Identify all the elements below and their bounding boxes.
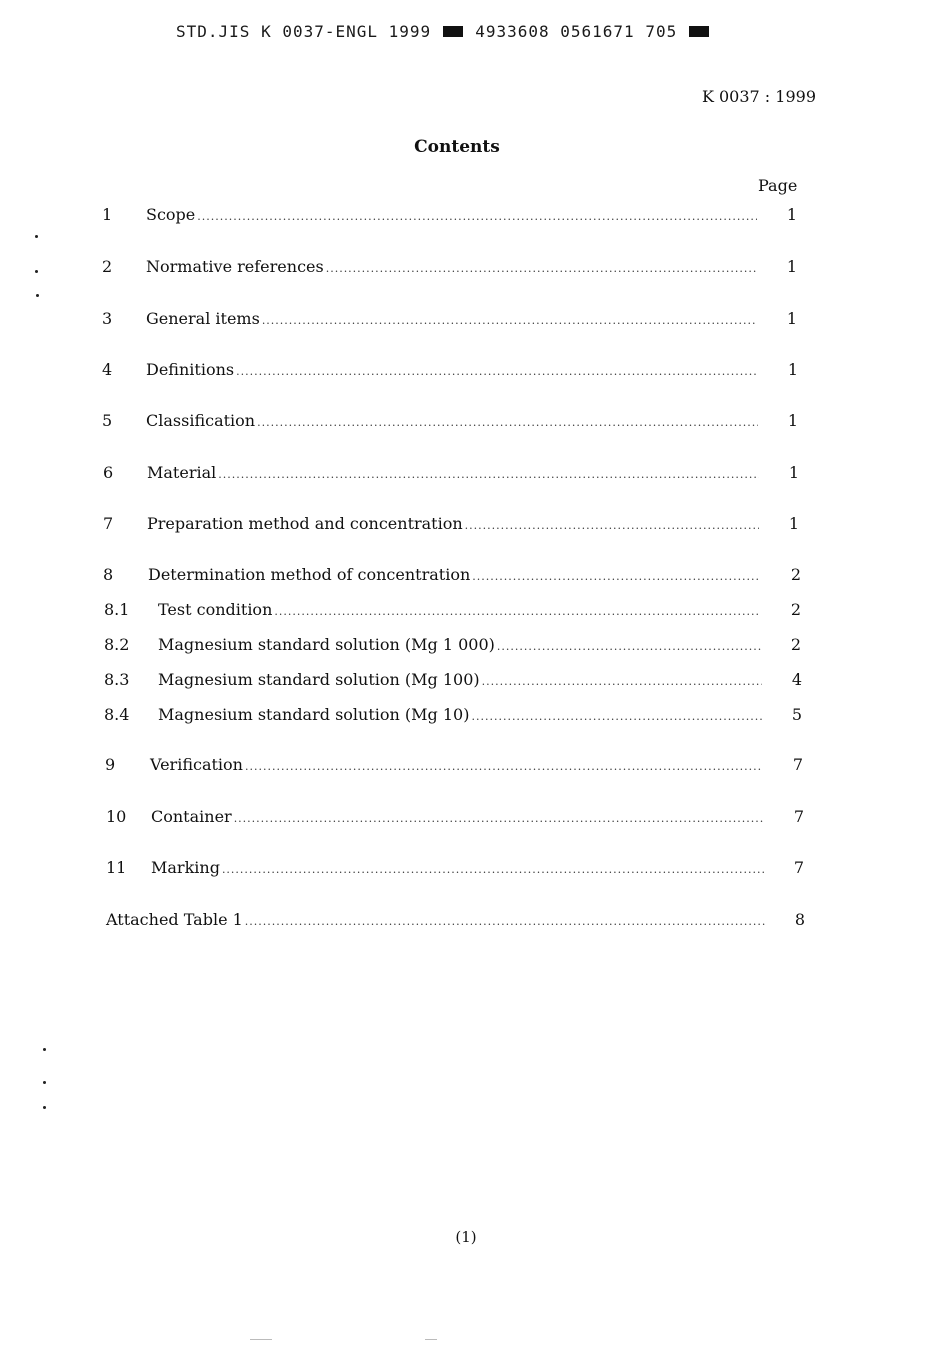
toc-entry-number: 7 [103, 514, 114, 533]
scan-speck [43, 1106, 46, 1109]
toc-entry[interactable] [102, 204, 797, 226]
toc-entry[interactable] [103, 462, 799, 484]
toc-entry-number: 8.1 [104, 600, 130, 619]
document-number: K 0037 : 1999 [701, 87, 816, 106]
toc-entry-page: 8 [794, 910, 805, 929]
toc-entry[interactable] [105, 754, 803, 776]
scan-speck [35, 270, 38, 273]
toc-entry-number: 4 [102, 360, 113, 379]
dot-leader [236, 361, 758, 383]
stamp-right-text: 4933608 0561671 705 [475, 22, 678, 41]
toc-entry-number: 11 [106, 858, 127, 877]
dot-leader [245, 756, 763, 778]
toc-entry-page: 7 [792, 755, 803, 774]
toc-entry-label: Test condition [158, 600, 273, 619]
toc-entry-page: 7 [793, 807, 804, 826]
toc-entry-number: 8.4 [104, 705, 130, 724]
dot-leader [482, 671, 762, 693]
toc-entry-label: Material [147, 463, 217, 482]
toc-entry-page: 5 [791, 705, 802, 724]
toc-entry-page: 1 [788, 514, 799, 533]
toc-entry-page: 1 [786, 257, 797, 276]
toc-entry-page: 1 [786, 205, 797, 224]
dot-leader [234, 808, 764, 830]
dot-leader [326, 258, 757, 280]
toc-entry[interactable] [102, 256, 797, 278]
toc-entry-label: Normative references [146, 257, 324, 276]
dot-leader [262, 310, 757, 332]
toc-entry-label: Magnesium standard solution (Mg 100) [158, 670, 480, 689]
toc-entry-page: 7 [793, 858, 804, 877]
toc-entry-label: General items [146, 309, 260, 328]
toc-entry-label: Definitions [146, 360, 235, 379]
toc-entry[interactable] [106, 909, 805, 931]
toc-entry-number: 9 [105, 755, 116, 774]
dot-leader [197, 206, 757, 228]
toc-entry-page: 4 [791, 670, 802, 689]
dot-leader [274, 601, 761, 623]
toc-entry[interactable] [102, 410, 798, 432]
toc-entry-label: Classification [146, 411, 256, 430]
page-number-footer: (1) [455, 1228, 477, 1246]
scan-speck [36, 294, 39, 297]
page-title: Contents [414, 137, 500, 157]
dot-leader [472, 566, 761, 588]
toc-entry-label: Determination method of concentration [148, 565, 471, 584]
toc-entry[interactable] [102, 308, 797, 330]
scan-speck [250, 1339, 272, 1340]
dot-leader [257, 412, 758, 434]
toc-entry-number: 10 [106, 807, 127, 826]
toc-entry-page: 2 [790, 600, 801, 619]
toc-entry[interactable] [103, 513, 799, 535]
toc-entry-page: 1 [787, 360, 798, 379]
toc-entry[interactable] [104, 599, 801, 621]
toc-entry-page: 2 [790, 565, 801, 584]
toc-entry-page: 1 [786, 309, 797, 328]
toc-entry-label: Container [151, 807, 232, 826]
scan-speck [43, 1081, 46, 1084]
toc-entry-page: 1 [788, 463, 799, 482]
toc-entry-label: Preparation method and concentration [147, 514, 463, 533]
toc-entry-label: Magnesium standard solution (Mg 10) [158, 705, 470, 724]
toc-entry-label: Scope [146, 205, 196, 224]
dot-leader [222, 859, 764, 881]
toc-entry[interactable] [106, 857, 804, 879]
toc-entry[interactable] [103, 564, 801, 586]
toc-entry-number: 8.3 [104, 670, 130, 689]
toc-entry-number: 2 [102, 257, 113, 276]
toc-entry-number: 6 [103, 463, 114, 482]
scan-speck [35, 235, 38, 238]
toc-entry-number: 8.2 [104, 635, 130, 654]
toc-entry-page: 2 [790, 635, 801, 654]
toc-entry[interactable] [102, 359, 798, 381]
toc-entry[interactable] [106, 806, 804, 828]
toc-entry[interactable] [104, 704, 802, 726]
toc-entry-label: Verification [150, 755, 243, 774]
dot-leader [471, 706, 762, 728]
scan-speck [425, 1339, 437, 1340]
document-id-stamp [176, 22, 709, 41]
toc-entry-number: 5 [102, 411, 113, 430]
stamp-block-mark [689, 26, 709, 37]
toc-entry-label: Attached Table 1 [106, 910, 243, 929]
toc-entry-number: 1 [102, 205, 113, 224]
dot-leader [245, 911, 765, 933]
toc-entry[interactable] [104, 669, 802, 691]
toc-entry[interactable] [104, 634, 801, 656]
toc-entry-page: 1 [787, 411, 798, 430]
toc-entry-number: 3 [102, 309, 113, 328]
dot-leader [497, 636, 761, 658]
scan-speck [43, 1048, 46, 1051]
toc-entry-number: 8 [103, 565, 114, 584]
stamp-block-mark [443, 26, 463, 37]
stamp-left-text: STD.JIS K 0037-ENGL 1999 [176, 22, 432, 41]
dot-leader [465, 515, 759, 537]
toc-entry-label: Magnesium standard solution (Mg 1 000) [158, 635, 495, 654]
dot-leader [218, 464, 759, 486]
toc-entry-label: Marking [151, 858, 220, 877]
page-column-header: Page [758, 176, 798, 195]
